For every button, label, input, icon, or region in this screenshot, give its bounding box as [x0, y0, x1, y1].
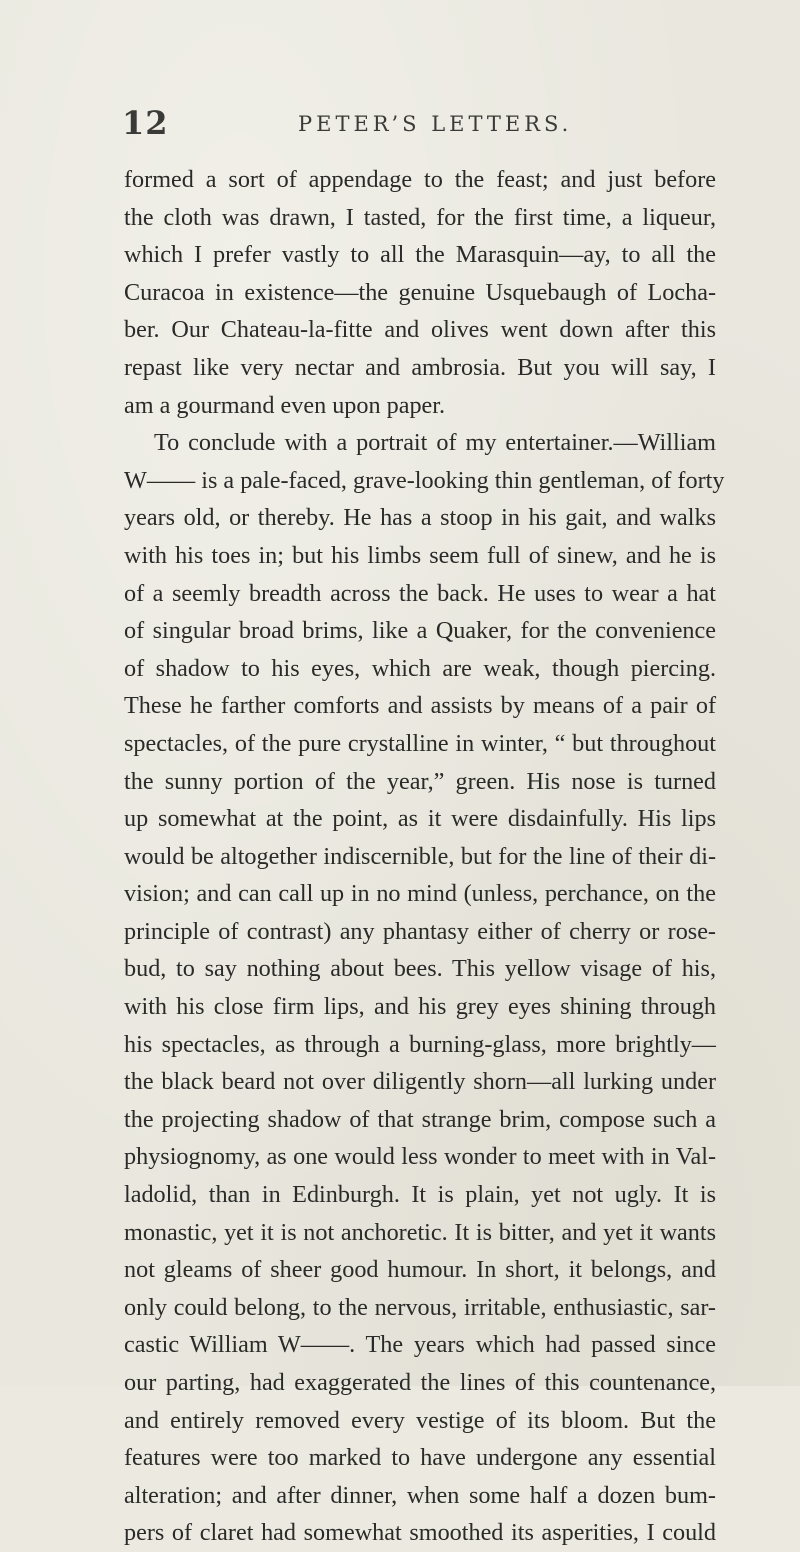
text-line: physiognomy, as one would less wonder to meet with in Val- — [124, 1143, 716, 1171]
text-line: W—— is a pale-faced, grave-looking thin gentleman, of forty — [124, 466, 725, 494]
text-line: of shadow to his eyes, which are weak, though piercing. — [124, 654, 716, 682]
text-line: the projecting shadow of that strange brim, compose such a — [124, 1105, 716, 1133]
text-line: with his toes in; but his limbs seem full of sinew, and he is — [124, 541, 716, 569]
page-header — [122, 104, 702, 144]
text-line: Curacoa in existence—the genuine Usquebaugh of Locha- — [124, 278, 716, 306]
body-text — [124, 161, 725, 1552]
text-line: up somewhat at the point, as it were disdainfully. His lips — [124, 805, 716, 833]
text-line: the black beard not over diligently shorn—all lurking under — [124, 1068, 716, 1096]
running-title: PETER’S LETTERS. — [298, 112, 573, 136]
text-line: features were too marked to have undergone any essential — [124, 1444, 716, 1472]
text-line: spectacles, of the pure crystalline in winter, “ but throughout — [124, 729, 716, 757]
text-line: would be altogether indiscernible, but for the line of their di- — [124, 842, 716, 870]
text-line: formed a sort of appendage to the feast; and just before — [124, 166, 716, 193]
text-line: am a gourmand even upon paper. — [124, 391, 446, 419]
text-line: only could belong, to the nervous, irritable, enthusiastic, sar- — [124, 1293, 716, 1321]
text-line: the sunny portion of the year,” green. His nose is turned — [124, 767, 716, 795]
text-line: These he farther comforts and assists by means of a pair of — [124, 692, 716, 720]
text-line: vision; and can call up in no mind (unless, perchance, on the — [124, 880, 716, 908]
text-line: principle of contrast) any phantasy either of cherry or rose- — [124, 917, 716, 945]
text-line: his spectacles, as through a burning-glass, more brightly— — [124, 1030, 716, 1058]
text-line: of a seemly breadth across the back. He uses to wear a hat — [124, 579, 716, 607]
text-line: To conclude with a portrait of my entertainer.—William — [154, 429, 716, 457]
text-line: and entirely removed every vestige of its bloom. But the — [124, 1406, 716, 1434]
text-line: alteration; and after dinner, when some half a dozen bum- — [124, 1481, 716, 1509]
text-line: ber. Our Chateau-la-fitte and olives went down after this — [124, 316, 716, 344]
text-line: repast like very nectar and ambrosia. But you will say, I — [124, 353, 716, 381]
text-line: with his close firm lips, and his grey eyes shining through — [124, 993, 716, 1021]
text-line: of singular broad brims, like a Quaker, for the convenience — [124, 617, 716, 645]
text-line: monastic, yet it is not anchoretic. It is bitter, and yet it wants — [124, 1218, 716, 1246]
text-line: ladolid, than in Edinburgh. It is plain, yet not ugly. It is — [124, 1181, 716, 1209]
text-line: our parting, had exaggerated the lines of this countenance, — [124, 1369, 716, 1396]
text-line: castic William W——. The years which had passed since — [124, 1331, 716, 1359]
text-line: bud, to say nothing about bees. This yellow visage of his, — [124, 955, 716, 983]
text-line: years old, or thereby. He has a stoop in his gait, and walks — [124, 504, 716, 532]
text-line: the cloth was drawn, I tasted, for the first time, a liqueur, — [124, 203, 716, 231]
page-number: 12 — [122, 104, 169, 142]
text-line: pers of claret had somewhat smoothed its asperities, I could — [124, 1519, 716, 1547]
text-line: which I prefer vastly to all the Marasquin—ay, to all the — [124, 241, 716, 269]
text-line: not gleams of sheer good humour. In short, it belongs, and — [124, 1256, 716, 1284]
